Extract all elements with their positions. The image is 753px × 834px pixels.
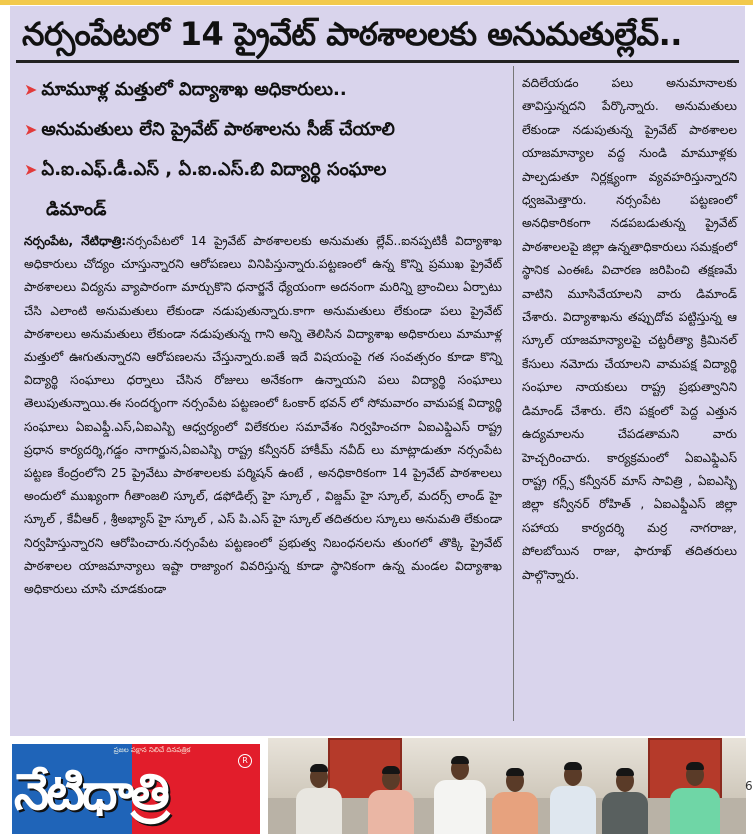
newspaper-logo: [12, 744, 260, 834]
group-photo-icon: [268, 738, 746, 834]
column-divider: [513, 66, 514, 721]
arrow-icon: ➤: [24, 120, 38, 139]
logo-tagline: ప్రజల పక్షాన నిలిచే దినపత్రిక: [113, 746, 191, 754]
headline-rule: [16, 60, 739, 63]
arrow-icon: ➤: [24, 160, 38, 179]
headline: నర్సంపేటలో 14 ప్రైవేట్ పాఠశాలలకు అనుమతుల్లేవ్..: [22, 15, 682, 53]
registered-icon: R: [238, 754, 252, 768]
subheadings: [24, 70, 509, 230]
page-number: 6: [745, 779, 753, 793]
subheading-4: డిమాండ్: [46, 199, 107, 220]
article-body-left: [24, 230, 502, 601]
subheading-2: ➤ అనుమతులు లేని ప్రైవేట్ పాఠశాలను సీజ్ చేయాలి: [24, 119, 395, 140]
subheading-3: ➤ ఏ.ఐ.ఎఫ్.డీ.ఎస్ , ఏ.ఐ.ఎస్.బి విద్యార్థి సంఘాల: [24, 159, 387, 180]
arrow-icon: ➤: [24, 80, 38, 99]
top-strip: [0, 0, 753, 5]
subheading-1: ➤ మామూళ్ల మత్తులో విద్యాశాఖ అధికారులు..: [24, 79, 347, 100]
dateline: నర్సంపేట, నేటిధాత్రి:: [24, 234, 127, 248]
logo-wordmark: నేటిధాత్రి: [14, 762, 167, 821]
article-text-left: నర్సంపేటలో 14 ప్రైవేట్ పాఠశాలలకు అనుమతు ల్లేవ్..ఐనప్పటికీ విద్యాశాఖ అధికారులు చోద్యం చూస్తున్నారని ఆరోపణలు వినిపిస్తున్నారు.పట్టణంలో ఉన్న కొన్ని ప్రముఖ ప్రైవేట్ పాఠశాలలు విద్యను వ్యాపారంగా మార్చుకొని ధనార్జనే ధ్యేయంగా అదనంగా మరిన్ని బ్రాంచిలు ఏర్పాటు చేసి ఎలాంటి అనుమతులు లేకుండా నడుపుతున్నారు.కాగా అనుమతులు లేకుండా పలు ప్రైవేట్ పాఠశాలలు అనుమతులు లేకుండా నడుపుతున్న గాని అన్ని తెలిసిన విద్యాశాఖ అధికారులు మామూళ్ల మత్తులో ఊగుతున్నారని ఆరోపణలను చేస్తున్నారు.ఐతే ఇదే విషయంపై గత సంవత్సరం కూడా కొన్ని విద్యార్థి సంఘాలు ధర్నాలు చేసిన రోజులు అనేకంగా ఉన్నాయని పలు విద్యార్థి సంఘాలు తెలుపుతున్నాయి.ఈ సందర్భంగా నర్సంపేట పట్టణంలో ఓంకార్ భవన్ లో సోమవారం వామపక్ష విద్యార్థి సంఘాలు ఏఐఎఫ్డీ.ఎస్,ఏఐఎస్బి ఆధ్వర్యంలో విలేకరుల సమావేశం నిర్వహించగా ఏఐఎఫ్డిఎస్ రాష్ట్ర ప్రధాన కార్యదర్శి,గడ్డం నాగార్జున,ఏఐఎస్బి రాష్ట్ర కన్వీనర్ హాకీమ్ నవీద్ లు మాట్లాడుతూ నర్సంపేట పట్టణ కేంద్రంలోని 25 ప్రైవేటు పాఠశాలలకు పర్మిషన్ ఉంటే , అనధికారికంగా 14 ప్రైవేట్ పాఠశాలలు అందులో ముఖ్యంగా గీతాంజలి స్కూల్, డఫోడిల్స్ హై స్కూల్ , విజ్డమ్ హై స్కూల్, మదర్స్ లాండ్ హై స్కూల్ , కేవీఆర్ , శ్రీఅభ్యాస్ హై స్కూల్ , ఎస్ పి.ఎస్ హై స్కూల్ తదితరుల స్కూలు అనుమతి లేకుండా నిర్వహిస్తున్నారని ఆరోపించారు.నర్సంపేట పట్టణంలో ప్రభుత్వ నిబంధనలను తుంగలో తొక్కి ప్రైవేట్ పాఠశాలల యాజమాన్యాలు ఇష్టా రాజ్యాంగ వివరిస్తున్న కూడా స్థానికంగా ఉన్న మండల విద్యాశాఖ అధికారులు చూసి చూడకుండా: [24, 234, 502, 597]
article-body-right: వదిలేయడం పలు అనుమానాలకు తావిస్తున్నదని పేర్కొన్నారు. అనుమతులు లేకుండా నడుపుతున్న ప్రైవేట్ పాఠశాలల యాజమాన్యాల వద్ద నుండి మామూళ్లకు పాల్పడుతూ నిర్లక్ష్యంగా వ్యవహరిస్తున్నారని ధ్వజమెత్తారు. నర్సంపేట పట్టణంలో అనధికారికంగా నడపబడుతున్న ప్రైవేట్ పాఠశాలలపై జిల్లా ఉన్నతాధికారులు సమక్షంలో స్థానిక ఎంఈఓ విచారణ జరిపించి తక్షణమే వాటిని మూసివేయాలని వారు డిమాండ్ చేశారు. విద్యాశాఖను తప్పుదోవ పట్టిస్తున్న ఆ స్కూల్ యాజమాన్యాలపై చట్టరీత్యా క్రిమినల్ కేసులు నమోదు చేయాలని వామపక్ష విద్యార్థి సంఘాల నాయకులు రాష్ట్ర ప్రభుత్వానిని డిమాండ్ చేశారు. లేని పక్షంలో పెద్ద ఎత్తున ఉద్యమాలను చేపడతామని వారు హెచ్చరించారు. కార్యక్రమంలో ఏఐఎఫ్డిఎస్ రాష్ట్ర గర్ల్స్ కన్వీనర్ మాస్ సావిత్రి , ఏఐఎస్బి జిల్లా కన్వీనర్ రోహిత్ , ఏఐఎఫ్డీఎస్ జిల్లా సహాయ కార్యదర్శి మర్ర నాగరాజు, పోలబోయిన రాజు, ఫారూఖ్ తదితరులు పాల్గొన్నారు.: [522, 76, 738, 582]
